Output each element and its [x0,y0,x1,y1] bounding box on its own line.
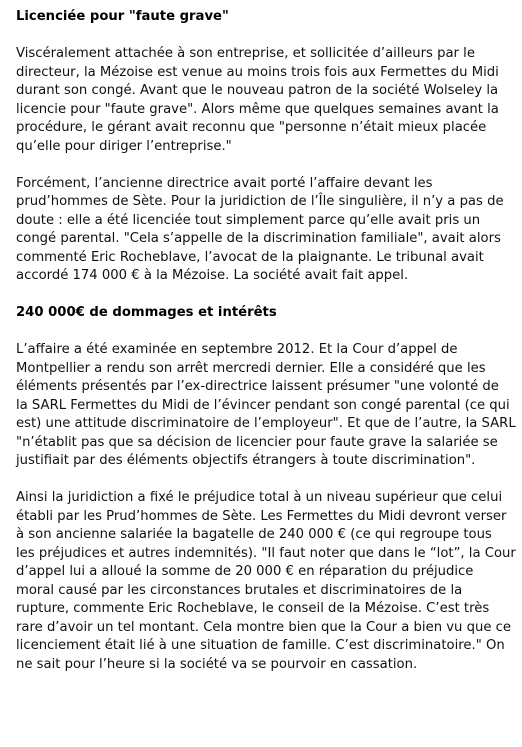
text-line: est) une attitude discriminatoire de l’employeur". Et que de l’autre, la SARL [16,416,516,431]
text-line: accordé 174 000 € à la Mézoise. La société avait fait appel. [16,268,409,283]
paragraph [16,489,522,674]
section-heading: Licenciée pour "faute grave" [16,9,229,24]
text-line: qu’elle pour diriger l’entreprise." [16,138,232,154]
text-line: Forcément, l’ancienne directrice avait porté l’affaire devant les [16,175,433,191]
text-line: commenté Eric Rocheblave, l’avocat de la plaignante. Le tribunal avait [16,249,484,265]
text-line: licencie pour "faute grave". Alors même que quelques semaines avant la [16,101,499,117]
text-line: Viscéralement attachée à son entreprise, et sollicitée d’ailleurs par le [16,46,475,61]
text-line: d’appel lui a alloué la somme de 20 000 € en réparation du préjudice [16,564,474,579]
section-licenciement [16,8,522,286]
text-line: la SARL Fermettes du Midi de l’évincer pendant son congé parental (ce qui [16,397,510,413]
text-line: "n’établit pas que sa décision de licencier pour faute grave la salariée se [16,434,498,450]
text-line: justifiait par des éléments objectifs étrangers à toute discrimination". [16,453,476,468]
text-line: L’affaire a été examinée en septembre 2012. Et la Cour d’appel de [16,342,458,357]
text-line: directeur, la Mézoise est venue au moins trois fois aux Fermettes du Midi [16,64,499,80]
paragraph [16,45,522,156]
text-line: les préjudices et autres indemnités). "Il faut noter que dans le “lot”, la Cour [16,545,516,561]
paragraph [16,175,522,286]
text-line: congé parental. "Cela s’appelle de la discrimination familiale", avait alors [16,231,501,246]
paragraph [16,341,522,471]
section-heading: 240 000€ de dommages et intérêts [16,305,277,320]
text-line: prud’hommes de Sète. Pour la juridiction de l’Île singulière, il n’y a pas de [16,194,504,209]
text-line: ne sait pour l’heure si la société va se pourvoir en cassation. [16,656,418,672]
text-line: rupture, commente Eric Rocheblave, le conseil de la Mézoise. C’est très [16,601,490,616]
text-line: rare d’avoir un tel montant. Cela montre bien que la Cour a bien vu que ce [16,619,512,635]
text-line: Montpellier a rendu son arrêt mercredi dernier. Elle a considéré que les [16,360,486,376]
article-body [16,8,522,693]
text-line: éléments présentés par l’ex-directrice laissent présumer "une volonté de [16,379,499,394]
text-line: durant son congé. Avant que le nouveau patron de la société Wolseley la [16,83,499,98]
text-line: doute : elle a été licenciée tout simplement parce qu’elle avait pris un [16,212,481,228]
section-dommages [16,304,522,674]
text-line: à son ancienne salariée la bagatelle de 240 000 € (ce qui regroupe tous [16,527,492,542]
text-line: procédure, le gérant avait reconnu que "personne n’était mieux placée [16,120,487,135]
text-line: Ainsi la juridiction a fixé le préjudice total à un niveau supérieur que celui [16,490,503,505]
text-line: licenciement était lié à une situation de famille. C’est discriminatoire." On [16,638,505,653]
text-line: moral causé par les circonstances brutales et discriminatoires de la [16,582,463,598]
text-line: établi par les Prud’hommes de Sète. Les Fermettes du Midi devront verser [16,508,507,524]
